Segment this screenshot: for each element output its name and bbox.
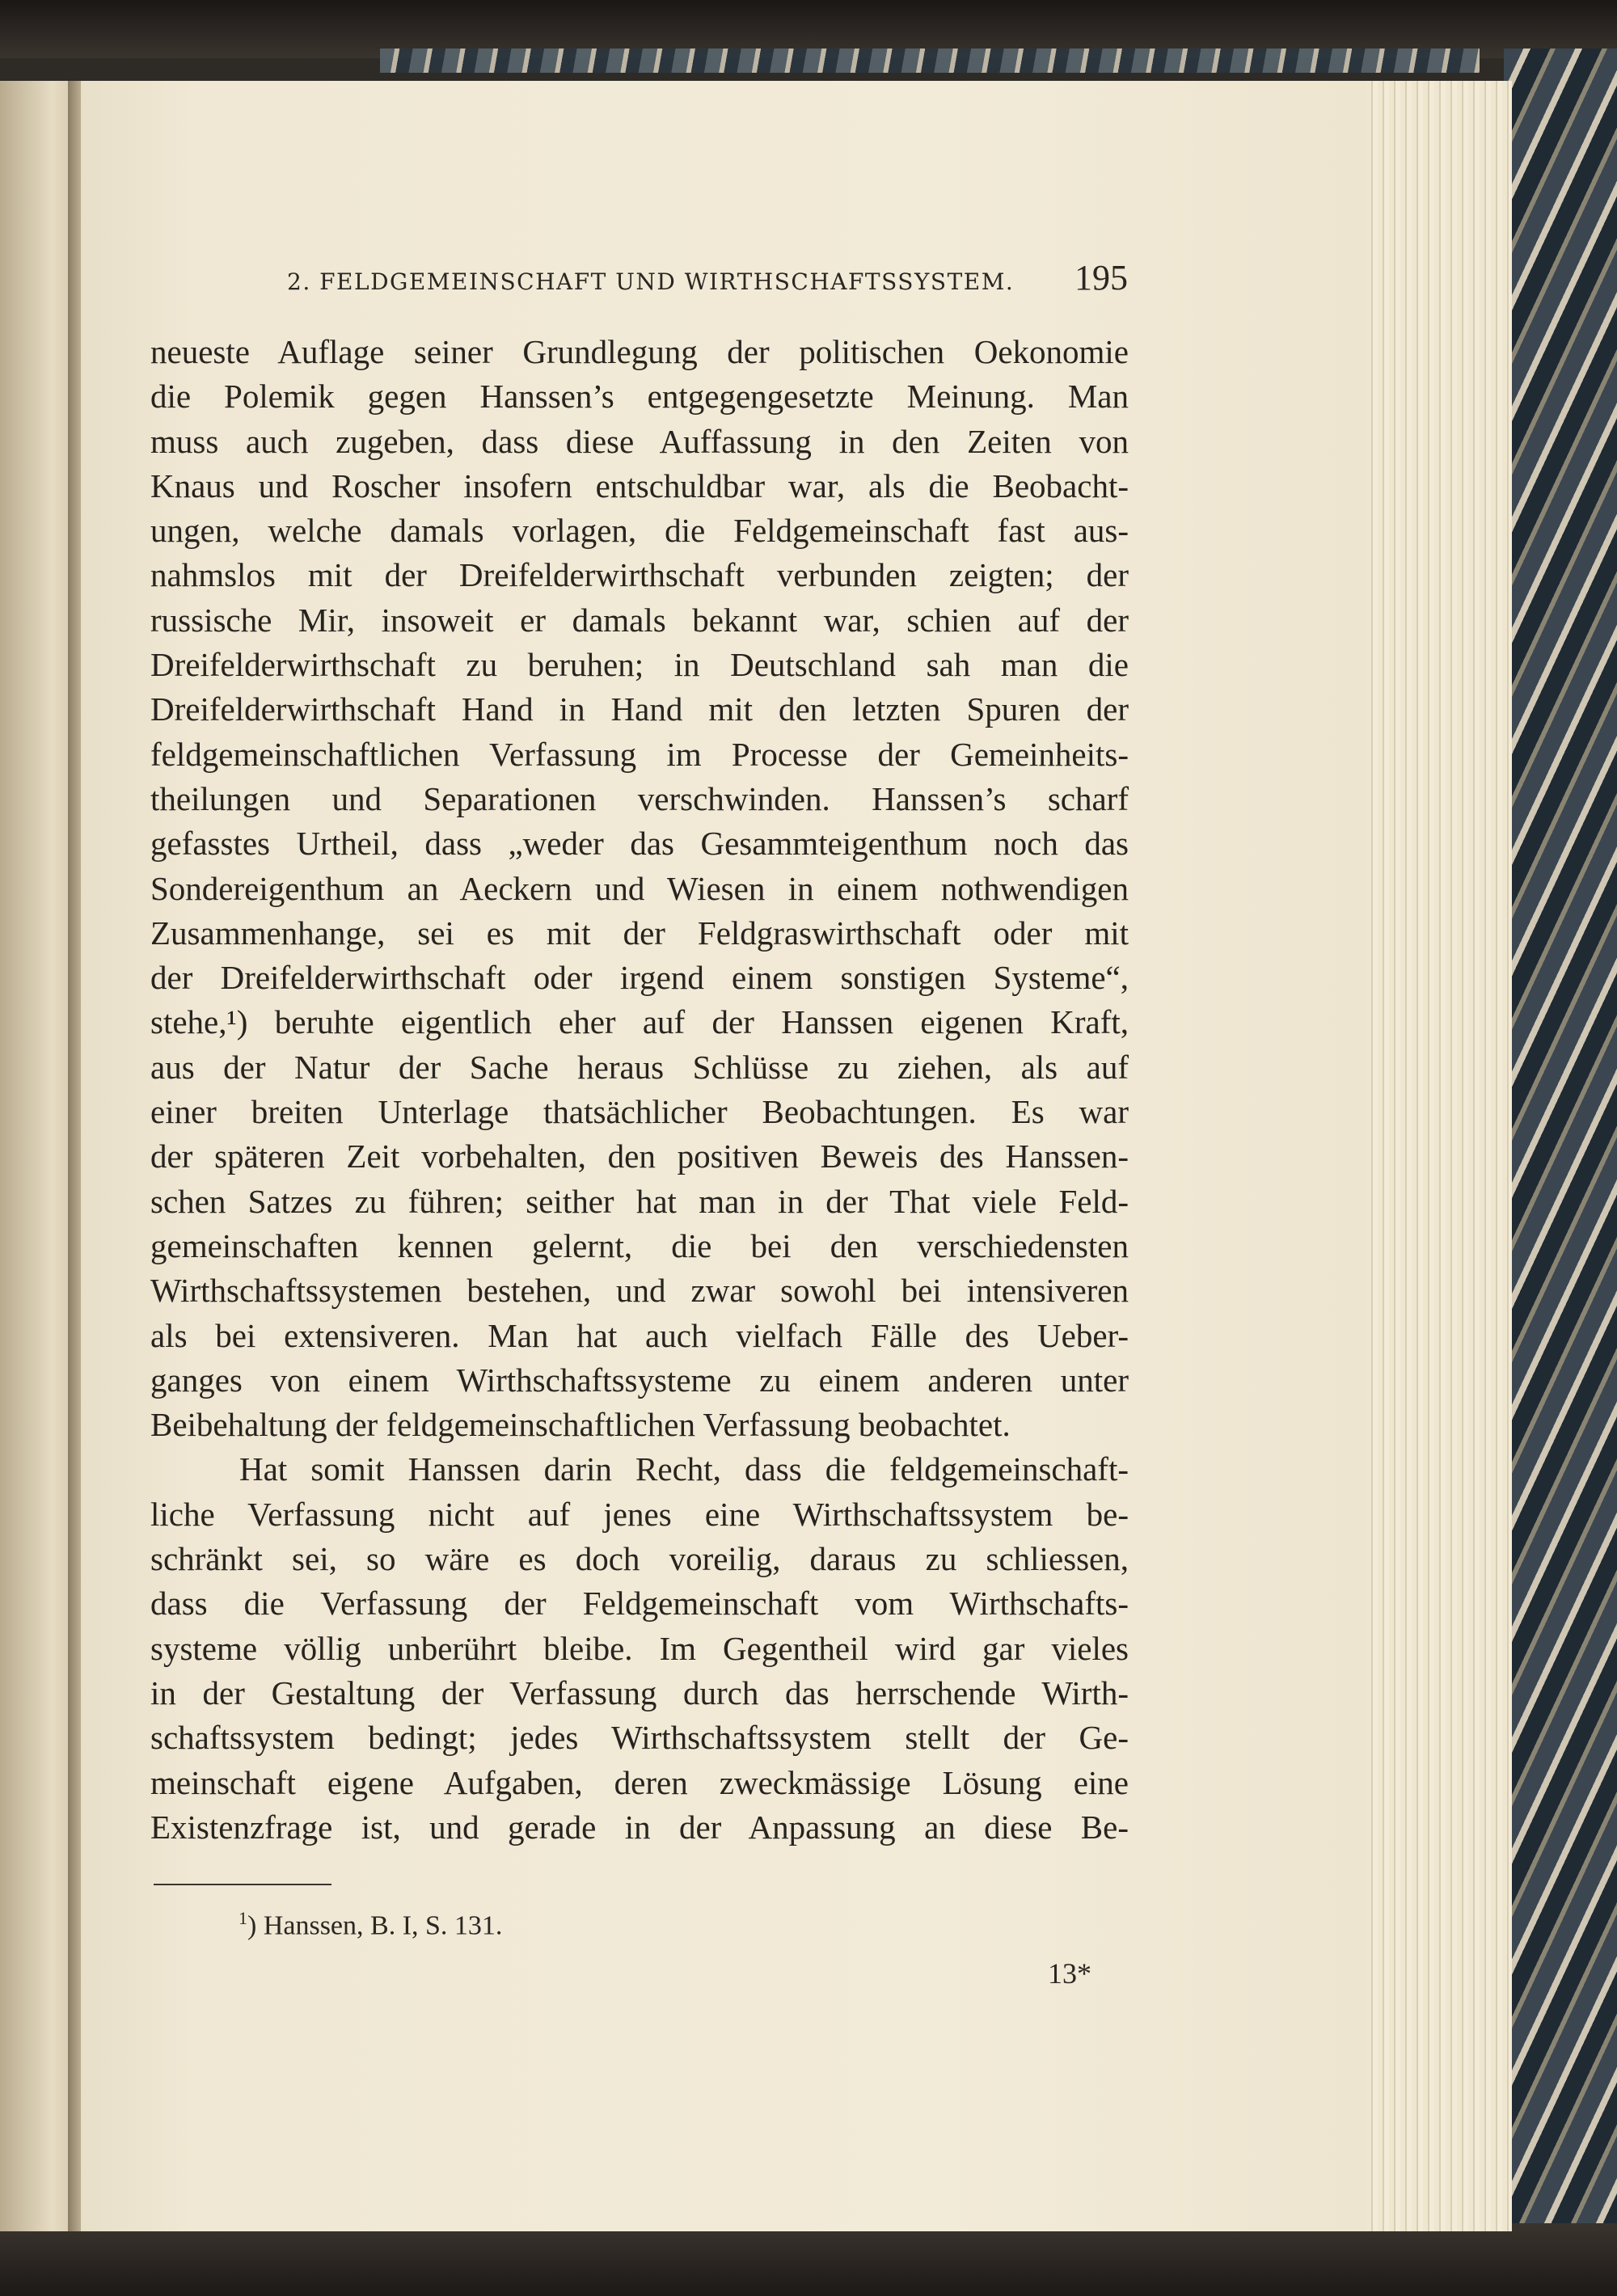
text-line: Dreifelderwirthschaft zu beruhen; in Deutschland sah man die	[150, 646, 1129, 684]
text-line: Sondereigenthum an Aeckern und Wiesen in einem nothwendigen	[150, 869, 1129, 907]
text-line: muss auch zugeben, dass diese Auffassung in den Zeiten von	[150, 422, 1129, 460]
text-line: liche Verfassung nicht auf jenes eine Wirthschaftssystem be-	[150, 1495, 1129, 1533]
text-line: theilungen und Separationen verschwinden. Hanssen’s scharf	[150, 779, 1129, 817]
signature-mark: 13*	[1048, 1957, 1091, 1990]
footnote-rule	[154, 1884, 331, 1885]
text-line: in der Gestaltung der Verfassung durch das herrschende Wirth-	[150, 1673, 1129, 1711]
marbled-edge-top	[380, 49, 1480, 73]
text-line: Knaus und Roscher insofern entschuldbar war, als die Beobacht-	[150, 466, 1129, 504]
text-line: aus der Natur der Sache heraus Schlüsse zu ziehen, als auf	[150, 1048, 1129, 1086]
footnote-marker: 1	[239, 1908, 247, 1928]
running-header-title: 2. FELDGEMEINSCHAFT UND WIRTHSCHAFTSSYSTEM.	[287, 268, 1015, 295]
marbled-cover-right	[1504, 49, 1617, 2296]
page-number: 195	[1074, 258, 1128, 298]
running-header	[287, 257, 1128, 306]
text-line: Existenzfrage ist, und gerade in der Anpassung an diese Be-	[150, 1808, 1129, 1846]
text-line: gefasstes Urtheil, dass „weder das Gesammteigenthum noch das	[150, 825, 1129, 863]
text-line: meinschaft eigene Aufgaben, deren zweckmässige Lösung eine	[150, 1763, 1129, 1801]
text-line: schränkt sei, so wäre es doch voreilig, daraus zu schliessen,	[150, 1540, 1129, 1578]
text-line: feldgemeinschaftlichen Verfassung im Processe der Gemeinheits-	[150, 735, 1129, 773]
text-line: ungen, welche damals vorlagen, die Feldgemeinschaft fast aus-	[150, 512, 1129, 550]
text-line: als bei extensiveren. Man hat auch vielfach Fälle des Ueber-	[150, 1316, 1129, 1354]
text-line: der Dreifelderwirthschaft oder irgend einem sonstigen Systeme“,	[150, 959, 1129, 997]
book-cover-bottom	[0, 2223, 1617, 2296]
text-line: schen Satzes zu führen; seither hat man in der That viele Feld-	[150, 1182, 1129, 1220]
text-line: russische Mir, insoweit er damals bekannt war, schien auf der	[150, 601, 1129, 639]
text-line: Zusammenhange, sei es mit der Feldgraswirthschaft oder mit	[150, 914, 1129, 952]
text-line: dass die Verfassung der Feldgemeinschaft vom Wirthschafts-	[150, 1585, 1129, 1623]
text-line: ganges von einem Wirthschaftssysteme zu einem anderen unter	[150, 1361, 1129, 1399]
footnote-text: ) Hanssen, B. I, S. 131.	[247, 1910, 503, 1941]
text-line: gemeinschaften kennen gelernt, die bei den verschiedensten	[150, 1226, 1129, 1264]
text-line: stehe,¹) beruhte eigentlich eher auf der Hanssen eigenen Kraft,	[150, 1003, 1129, 1041]
text-line: neueste Auflage seiner Grundlegung der politischen Oekonomie	[150, 333, 1129, 370]
text-line: einer breiten Unterlage thatsächlicher Beobachtungen. Es war	[150, 1093, 1129, 1131]
text-line: die Polemik gegen Hanssen’s entgegengesetzte Meinung. Man	[150, 378, 1129, 416]
text-line: schaftssystem bedingt; jedes Wirthschaftssystem stellt der Ge-	[150, 1719, 1129, 1757]
text-line: der späteren Zeit vorbehalten, den positiven Beweis des Hanssen-	[150, 1137, 1129, 1175]
text-line: systeme völlig unberührt bleibe. Im Gegentheil wird gar vieles	[150, 1629, 1129, 1667]
left-page-edge	[0, 81, 74, 2231]
body-text	[150, 330, 1129, 1850]
text-line: Hat somit Hanssen darin Recht, dass die feldgemeinschaft-	[239, 1450, 1129, 1488]
text-line: Wirthschaftssystemen bestehen, und zwar sowohl bei intensiveren	[150, 1272, 1129, 1310]
text-line: Beibehaltung der feldgemeinschaftlichen Verfassung beobachtet.	[150, 1406, 1011, 1444]
footnote	[239, 1908, 502, 1941]
text-line: Dreifelderwirthschaft Hand in Hand mit den letzten Spuren der	[150, 690, 1129, 728]
text-line: nahmslos mit der Dreifelderwirthschaft verbunden zeigten; der	[150, 556, 1129, 594]
page-stack-edge	[1366, 81, 1512, 2231]
